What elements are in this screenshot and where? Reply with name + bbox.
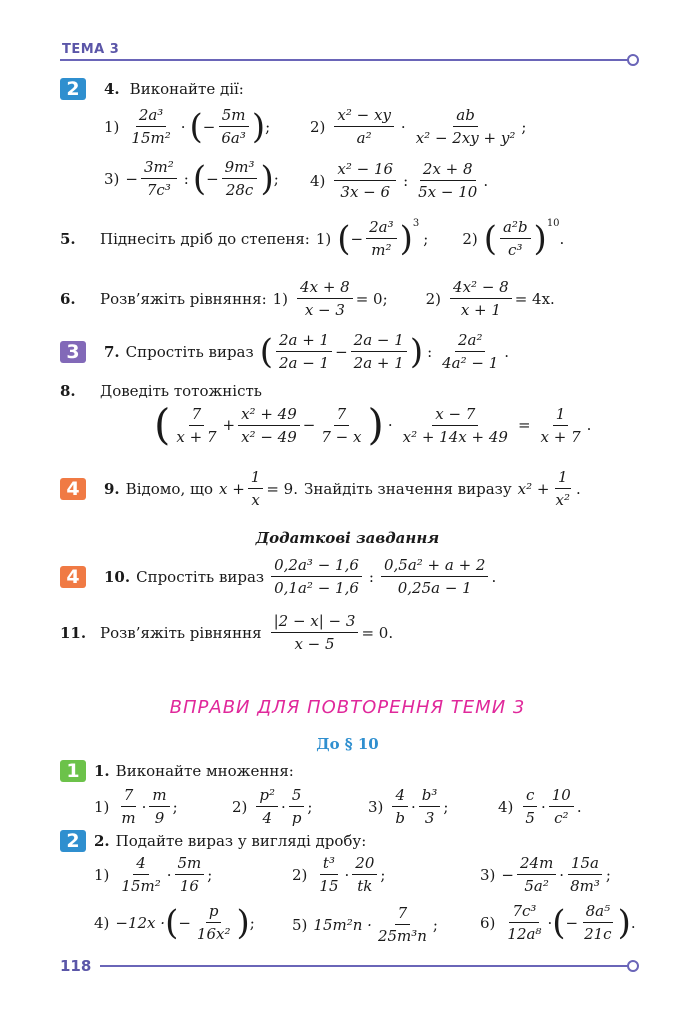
fraction: $\frac{|2 - x| - 3}{x - 5}$ xyxy=(271,612,359,653)
fraction: $\frac{7}{7 - x}$ xyxy=(321,404,362,446)
fraction: $\frac{4}{b}$ xyxy=(392,786,408,827)
fraction: $\frac{1}{\text{x²}}$ xyxy=(555,468,570,509)
task-text: Спростіть вираз xyxy=(136,567,265,586)
task-text: Доведіть тотожність xyxy=(100,382,262,400)
review-1-part-1: 1) $\frac{7}{m}$ · $\frac{m}{9}$ ; xyxy=(94,786,178,827)
fraction: $\frac{\text{0,2a³ − 1,6}}{\text{0,1a² − 1,6}}$ xyxy=(271,556,362,597)
task-7: 7. Спростіть вираз ( $\frac{2a + 1}{2a - 1}$ − $\frac{2a - 1}{2a + 1}$ ) : $\frac{\text{2a²}}{\text{4a² − 1}}$ . xyxy=(104,331,510,372)
fraction: $\frac{\text{3m²}}{\text{7c³}}$ xyxy=(141,158,177,199)
fraction: $\frac{\text{b³}}{3}$ xyxy=(419,786,441,827)
exponent: 10 xyxy=(546,218,560,229)
task-number: 1. xyxy=(94,762,110,780)
fraction: $\frac{2x + 8}{5x - 10}$ xyxy=(418,160,478,201)
review-2-part-3: 3) − $\frac{24m}{\text{5a²}}$ · $\frac{15a}{\text{8m³}}$ ; xyxy=(480,854,611,895)
task-number: 2. xyxy=(94,832,110,850)
additional-tasks-title: Додаткові завдання xyxy=(255,529,440,547)
fraction: $\frac{1}{x}$ xyxy=(248,468,264,509)
footer-rule-dot xyxy=(627,960,639,972)
review-1-part-3: 3) $\frac{4}{b}$ · $\frac{\text{b³}}{3}$ ; xyxy=(368,786,449,827)
fraction: $\frac{5m}{16}$ xyxy=(175,854,205,895)
task-number: 9. xyxy=(104,479,120,498)
fraction: $\frac{\text{4x² − 8}}{x + 1}$ xyxy=(450,278,512,319)
fraction: $\frac{\text{9m³}}{28c}$ xyxy=(222,158,258,199)
fraction: $\frac{\text{8a⁵}}{21c}$ xyxy=(584,902,612,943)
fraction: $\frac{\text{x² − 16}}{3x - 6}$ xyxy=(334,160,396,201)
fraction: $\frac{ab}{\text{x² − 2xy + y²}}$ xyxy=(415,106,516,147)
fraction: $\frac{5}{p}$ xyxy=(289,786,305,827)
level-badge-3: 3 xyxy=(60,341,86,363)
fraction: $\frac{7}{m}$ xyxy=(121,786,136,827)
level-badge-1: 1 xyxy=(60,760,86,782)
task-text: Розв’яжіть рівняння: xyxy=(100,289,267,308)
task-4-heading xyxy=(104,80,244,98)
paragraph-reference: До § 10 xyxy=(316,735,379,753)
exponent: 3 xyxy=(412,218,420,229)
task-8-identity: ( $\frac{7}{x + 7}$ + $\frac{\text{x² + 49}}{\text{x² − 49}}$ − $\frac{7}{7 - x}$ ) · $\frac{x - 7}{\text{x² + 14x + 49}}$ = $\frac{1}{x + 7}$ . xyxy=(154,400,592,449)
task-10: 10. Спростіть вираз $\frac{\text{0,2a³ − 1,6}}{\text{0,1a² − 1,6}}$ : $\frac{\text{0,5a² + a + 2}}{0,25a - 1}$ . xyxy=(104,556,497,597)
fraction: $\frac{5m}{\text{6a³}}$ xyxy=(218,106,249,147)
task-number: 7. xyxy=(104,342,120,361)
task-text: Виконайте дії: xyxy=(129,80,244,98)
task-text: Розв’яжіть рівняння xyxy=(100,623,262,642)
task-6: 6. Розв’яжіть рівняння: 1) $\frac{4x + 8}{x - 3}$ = 0; 2) $\frac{\text{4x² − 8}}{x + 1}$ = 4x. xyxy=(60,278,555,319)
header-rule xyxy=(60,59,630,61)
fraction: $\frac{\text{7c³}}{\text{12a⁸}}$ xyxy=(507,902,542,943)
task-number: 5. xyxy=(60,229,76,248)
task-4-part-4: 4) $\frac{\text{x² − 16}}{3x - 6}$ : $\frac{2x + 8}{5x - 10}$ . xyxy=(310,160,489,201)
task-number: 11. xyxy=(60,623,87,642)
page-number: 118 xyxy=(60,957,92,975)
task-11: 11. Розв’яжіть рівняння $\frac{|2 - x| - 3}{x - 5}$ = 0. xyxy=(60,612,394,653)
level-badge-2: 2 xyxy=(60,830,86,852)
fraction: $\frac{\text{p²}}{4}$ xyxy=(256,786,278,827)
fraction: $\frac{2a + 1}{2a - 1}$ xyxy=(276,331,332,372)
review-1-part-4: 4) $\frac{c}{5}$ · $\frac{10}{\text{c²}}$ . xyxy=(498,786,582,827)
review-1-part-2: 2) $\frac{\text{p²}}{4}$ · $\frac{5}{p}$ ; xyxy=(232,786,313,827)
task-number: 10. xyxy=(104,567,131,586)
level-badge-2: 2 xyxy=(60,78,86,100)
task-number: 6. xyxy=(60,289,76,308)
task-text: Виконайте множення: xyxy=(115,762,294,780)
fraction: $\frac{\text{a²b}}{\text{c³}}$ xyxy=(500,218,531,259)
task-text: Спростіть вираз xyxy=(125,342,254,361)
header-rule-dot xyxy=(627,54,639,66)
fraction: $\frac{7}{x + 7}$ xyxy=(176,404,217,446)
fraction: $\frac{x - 7}{\text{x² + 14x + 49}}$ xyxy=(402,404,508,446)
fraction: $\frac{\text{2a³}}{\text{m²}}$ xyxy=(366,218,397,259)
fraction: $\frac{4x + 8}{x - 3}$ xyxy=(297,278,353,319)
fraction: $\frac{1}{x + 7}$ xyxy=(540,404,581,446)
review-2-part-6: 6) $\frac{\text{7c³}}{\text{12a⁸}}$ · ( − $\frac{\text{8a⁵}}{21c}$ ) . xyxy=(480,902,636,943)
task-number: 4. xyxy=(104,80,120,98)
fraction: $\frac{\text{t³}}{15}$ xyxy=(319,854,339,895)
review-2-heading xyxy=(94,832,366,850)
review-2-part-4: 4) −12x · ( − $\frac{p}{\text{16x²}}$ ) ; xyxy=(94,902,255,943)
task-8-heading xyxy=(60,382,262,400)
fraction: $\frac{\text{x² − xy}}{\text{a²}}$ xyxy=(334,106,394,147)
task-4-part-2: 2) $\frac{\text{x² − xy}}{\text{a²}}$ · $\frac{ab}{\text{x² − 2xy + y²}}$ ; xyxy=(310,106,527,147)
theme-label: ТЕМА 3 xyxy=(62,42,120,57)
footer-rule xyxy=(100,965,630,967)
task-5: 5. Піднесіть дріб до степеня: 1) ( − $\frac{\text{2a³}}{\text{m²}}$ ) 3 ; 2) ( $\frac{\text{a²b}}{\text{c³}}$ ) 10 . xyxy=(60,218,565,259)
fraction: $\frac{2a - 1}{2a + 1}$ xyxy=(351,331,407,372)
fraction: $\frac{p}{\text{16x²}}$ xyxy=(196,902,231,943)
fraction: $\frac{\text{0,5a² + a + 2}}{0,25a - 1}$ xyxy=(381,556,489,597)
fraction: $\frac{24m}{\text{5a²}}$ xyxy=(517,854,556,895)
fraction: $\frac{\text{2a³}}{\text{15m²}}$ xyxy=(131,106,171,147)
fraction: $\frac{15a}{\text{8m³}}$ xyxy=(567,854,603,895)
review-1-heading xyxy=(94,762,294,780)
fraction: $\frac{10}{\text{c²}}$ xyxy=(549,786,574,827)
fraction: $\frac{\text{x² + 49}}{\text{x² − 49}}$ xyxy=(238,405,300,446)
fraction: $\frac{\text{2a²}}{\text{4a² − 1}}$ xyxy=(442,331,499,372)
review-2-part-1: 1) $\frac{4}{\text{15m²}}$ · $\frac{5m}{16}$ ; xyxy=(94,854,213,895)
task-text: Подайте вираз у вигляді дробу: xyxy=(115,832,367,850)
fraction: $\frac{7}{\text{25m³n}}$ xyxy=(377,904,427,945)
task-9: 9. Відомо, що x + $\frac{1}{x}$ = 9. Знайдіть значення виразу x² + $\frac{1}{\text{x²}}$ . xyxy=(104,468,581,509)
fraction: $\frac{20}{tk}$ xyxy=(352,854,377,895)
task-text: Піднесіть дріб до степеня: xyxy=(100,229,310,248)
review-2-part-5: 5) 15m²n · $\frac{7}{\text{25m³n}}$ ; xyxy=(292,904,438,945)
review-2-part-2: 2) $\frac{\text{t³}}{15}$ · $\frac{20}{tk}$ ; xyxy=(292,854,386,895)
level-badge-4: 4 xyxy=(60,478,86,500)
task-number: 8. xyxy=(60,382,76,400)
fraction: $\frac{4}{\text{15m²}}$ xyxy=(121,854,161,895)
task-4-part-3: 3) − $\frac{\text{3m²}}{\text{7c³}}$ : ( − $\frac{\text{9m³}}{28c}$ ) ; xyxy=(104,158,279,199)
fraction: $\frac{c}{5}$ xyxy=(522,786,538,827)
fraction: $\frac{m}{9}$ xyxy=(149,786,169,827)
level-badge-4: 4 xyxy=(60,566,86,588)
task-4-part-1: 1) $\frac{\text{2a³}}{\text{15m²}}$ · ( − $\frac{5m}{\text{6a³}}$ ) ; xyxy=(104,106,271,147)
review-section-title: ВПРАВИ ДЛЯ ПОВТОРЕННЯ ТЕМИ 3 xyxy=(169,697,526,718)
